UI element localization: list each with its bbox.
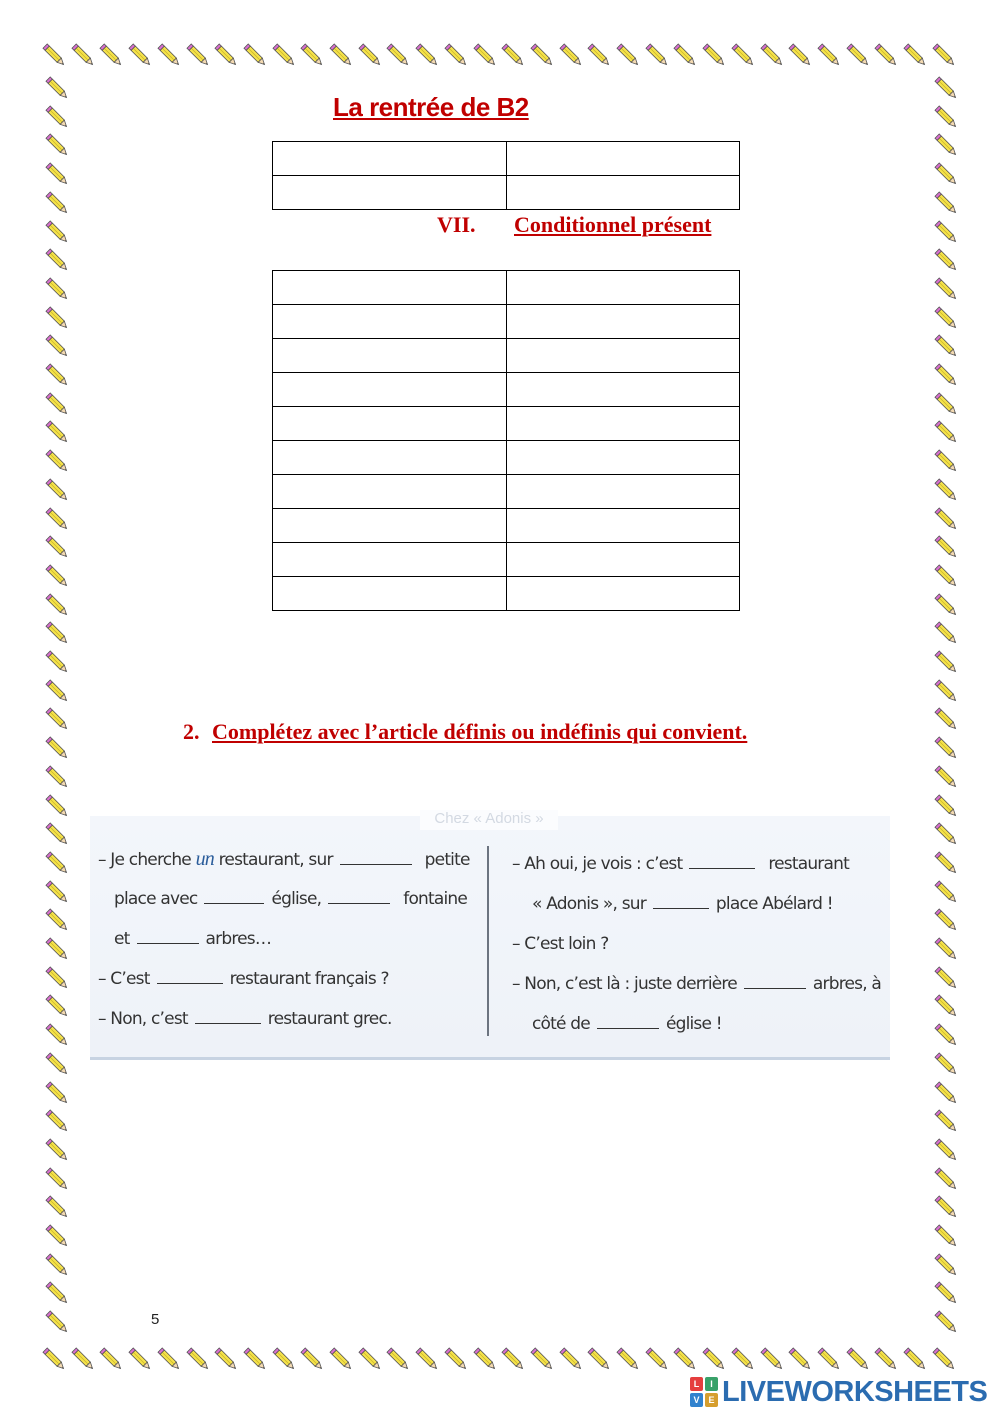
- pencil-icon: [932, 332, 962, 362]
- pencil-icon: [844, 1345, 874, 1375]
- pencil-icon: [43, 1165, 73, 1195]
- pencil-icon: [43, 218, 73, 248]
- table-cell[interactable]: [273, 142, 507, 176]
- pencil-icon: [442, 1345, 472, 1375]
- pencil-icon: [557, 41, 587, 71]
- pencil-icon: [932, 1222, 962, 1252]
- pencil-icon: [901, 1345, 931, 1375]
- page-number: 5: [151, 1311, 160, 1328]
- pencil-icon: [43, 246, 73, 276]
- pencil-icon: [43, 476, 73, 506]
- pencil-icon: [844, 41, 874, 71]
- pencil-icon: [786, 1345, 816, 1375]
- table-cell[interactable]: [273, 339, 507, 373]
- pencil-icon: [413, 1345, 443, 1375]
- left-line-5: – Non, c’est restaurant grec.: [98, 1009, 392, 1029]
- pencil-icon: [69, 1345, 99, 1375]
- pencil-icon: [932, 763, 962, 793]
- table-cell[interactable]: [506, 176, 740, 210]
- pencil-icon: [43, 74, 73, 104]
- table-cell[interactable]: [506, 509, 740, 543]
- pencil-icon: [43, 361, 73, 391]
- table-cell[interactable]: [506, 373, 740, 407]
- pencil-icon: [932, 1050, 962, 1080]
- pencil-icon: [932, 533, 962, 563]
- pencil-icon: [155, 41, 185, 71]
- answer-blank[interactable]: [328, 889, 390, 904]
- section-heading: [437, 212, 711, 238]
- answer-blank[interactable]: [137, 929, 199, 944]
- pencil-icon: [69, 41, 99, 71]
- table-cell[interactable]: [273, 305, 507, 339]
- pencil-icon: [298, 41, 328, 71]
- pencil-icon: [43, 131, 73, 161]
- pencil-icon: [43, 1279, 73, 1309]
- pencil-icon: [932, 418, 962, 448]
- table-row: [273, 373, 740, 407]
- answer-blank[interactable]: [689, 854, 755, 869]
- pencil-icon: [43, 1222, 73, 1252]
- pencil-icon: [241, 1345, 271, 1375]
- pencil-icon: [327, 41, 357, 71]
- table-cell[interactable]: [273, 577, 507, 611]
- pencil-icon: [43, 447, 73, 477]
- pencil-icon: [932, 648, 962, 678]
- pencil-icon: [126, 1345, 156, 1375]
- pencil-icon: [298, 1345, 328, 1375]
- right-line-5: côté de église !: [532, 1014, 722, 1034]
- pencil-icon: [932, 964, 962, 994]
- answer-blank[interactable]: [340, 850, 412, 865]
- table-cell[interactable]: [506, 577, 740, 611]
- section-number: VII.: [437, 212, 476, 237]
- left-line-2: place avec église, fontaine: [114, 889, 468, 909]
- pencil-icon: [872, 1345, 902, 1375]
- table-cell[interactable]: [506, 475, 740, 509]
- pencil-icon: [758, 1345, 788, 1375]
- pencil-icon: [932, 1079, 962, 1109]
- table-row: [273, 475, 740, 509]
- pencil-icon: [212, 1345, 242, 1375]
- pencil-icon: [43, 160, 73, 190]
- left-line-3: et arbres…: [114, 929, 272, 949]
- answer-blank[interactable]: [744, 974, 806, 989]
- right-line-3: – C’est loin ?: [512, 934, 609, 954]
- pencil-icon: [43, 1079, 73, 1109]
- table-cell[interactable]: [273, 176, 507, 210]
- pencil-icon: [932, 619, 962, 649]
- pencil-icon: [528, 1345, 558, 1375]
- pencil-icon: [43, 562, 73, 592]
- table-cell[interactable]: [273, 407, 507, 441]
- pencil-icon: [932, 476, 962, 506]
- table-cell[interactable]: [273, 271, 507, 305]
- right-line-1: – Ah oui, je vois : c’est restaurant: [512, 854, 849, 874]
- table-cell[interactable]: [273, 509, 507, 543]
- pencil-icon: [442, 41, 472, 71]
- pencil-icon: [932, 218, 962, 248]
- pencil-icon: [932, 447, 962, 477]
- table-row: [273, 543, 740, 577]
- pencil-icon: [471, 1345, 501, 1375]
- pencil-icon: [932, 361, 962, 391]
- table-cell[interactable]: [273, 475, 507, 509]
- question-2: [183, 717, 763, 747]
- pencil-icon: [932, 131, 962, 161]
- pencil-icon: [932, 935, 962, 965]
- pencil-icon: [43, 1050, 73, 1080]
- pencil-icon: [413, 41, 443, 71]
- pencil-icon: [356, 41, 386, 71]
- pencil-icon: [786, 41, 816, 71]
- pencil-icon: [43, 992, 73, 1022]
- table-cell[interactable]: [273, 441, 507, 475]
- pencil-icon: [43, 906, 73, 936]
- pencil-icon: [643, 1345, 673, 1375]
- pencil-icon: [184, 1345, 214, 1375]
- pencil-icon: [614, 41, 644, 71]
- right-line-2: « Adonis », sur place Abélard !: [532, 894, 833, 914]
- pencil-icon: [671, 41, 701, 71]
- pencil-icon: [212, 41, 242, 71]
- pencil-icon: [43, 275, 73, 305]
- pencil-icon: [932, 304, 962, 334]
- pencil-icon: [671, 1345, 701, 1375]
- pencil-icon: [43, 304, 73, 334]
- pencil-icon: [126, 41, 156, 71]
- logo-mark-icon: L I V E: [690, 1377, 718, 1407]
- pencil-icon: [872, 41, 902, 71]
- pencil-icon: [932, 820, 962, 850]
- pencil-icon: [43, 1021, 73, 1051]
- answer-blank[interactable]: [597, 1014, 659, 1029]
- table-row: [273, 176, 740, 210]
- answer-blank[interactable]: [204, 889, 264, 904]
- pencil-icon: [471, 41, 501, 71]
- pencil-icon: [327, 1345, 357, 1375]
- brand-name: LIVEWORKSHEETS: [722, 1375, 988, 1408]
- pencil-icon: [932, 992, 962, 1022]
- table-cell[interactable]: [273, 373, 507, 407]
- section-title: Conditionnel présent: [514, 212, 712, 237]
- pencil-icon: [43, 849, 73, 879]
- pencil-icon: [932, 1136, 962, 1166]
- pencil-icon: [97, 1345, 127, 1375]
- pencil-icon: [932, 849, 962, 879]
- pencil-icon: [700, 1345, 730, 1375]
- pencil-icon: [932, 906, 962, 936]
- pencil-icon: [932, 792, 962, 822]
- answer-blank[interactable]: [653, 894, 709, 909]
- pencil-icon: [241, 41, 271, 71]
- answer-blank[interactable]: [195, 1009, 261, 1024]
- example-answer: un: [195, 848, 214, 870]
- pencil-icon: [932, 103, 962, 133]
- exercise-bottom-border: [90, 1057, 890, 1060]
- pencil-icon: [384, 1345, 414, 1375]
- table-row: [273, 509, 740, 543]
- column-divider: [487, 846, 489, 1036]
- table-cell[interactable]: [506, 271, 740, 305]
- table-cell[interactable]: [506, 305, 740, 339]
- right-line-4: – Non, c’est là : juste derrière arbres, à: [512, 974, 882, 994]
- pencil-icon: [932, 591, 962, 621]
- pencil-icon: [43, 964, 73, 994]
- pencil-icon: [356, 1345, 386, 1375]
- pencil-border-left: [40, 74, 76, 1342]
- pencil-icon: [43, 935, 73, 965]
- pencil-icon: [585, 1345, 615, 1375]
- pencil-border-top: [40, 38, 965, 74]
- pencil-icon: [932, 1107, 962, 1137]
- pencil-icon: [932, 734, 962, 764]
- pencil-icon: [932, 275, 962, 305]
- pencil-icon: [758, 41, 788, 71]
- pencil-icon: [43, 1136, 73, 1166]
- table-cell[interactable]: [506, 142, 740, 176]
- table-row: [273, 339, 740, 373]
- pencil-icon: [930, 41, 960, 71]
- pencil-icon: [932, 160, 962, 190]
- pencil-icon: [43, 677, 73, 707]
- pencil-icon: [932, 1193, 962, 1223]
- pencil-icon: [932, 505, 962, 535]
- pencil-icon: [932, 74, 962, 104]
- pencil-icon: [43, 591, 73, 621]
- table-cell[interactable]: [506, 339, 740, 373]
- table-row: [273, 441, 740, 475]
- answer-blank[interactable]: [157, 969, 223, 984]
- table-cell[interactable]: [506, 441, 740, 475]
- pencil-icon: [43, 878, 73, 908]
- pencil-icon: [930, 1345, 960, 1375]
- pencil-icon: [700, 41, 730, 71]
- pencil-icon: [815, 1345, 845, 1375]
- pencil-icon: [528, 41, 558, 71]
- question-number: 2.: [183, 719, 200, 744]
- pencil-icon: [932, 677, 962, 707]
- pencil-icon: [43, 705, 73, 735]
- left-line-4: – C’est restaurant français ?: [98, 969, 389, 989]
- pencil-icon: [43, 103, 73, 133]
- table-row: [273, 305, 740, 339]
- pencil-icon: [932, 246, 962, 276]
- pencil-icon: [932, 1251, 962, 1281]
- table-cell[interactable]: [506, 407, 740, 441]
- pencil-icon: [43, 418, 73, 448]
- pencil-icon: [43, 1193, 73, 1223]
- pencil-icon: [43, 734, 73, 764]
- pencil-icon: [901, 41, 931, 71]
- pencil-icon: [932, 1279, 962, 1309]
- table-row: [273, 142, 740, 176]
- pencil-icon: [614, 1345, 644, 1375]
- pencil-icon: [43, 505, 73, 535]
- pencil-icon: [643, 41, 673, 71]
- question-text: Complétez avec l’article définis ou indéfinis qui convient.: [212, 719, 748, 744]
- pencil-icon: [932, 562, 962, 592]
- page-title: La rentrée de B2: [333, 92, 529, 122]
- pencil-icon: [43, 792, 73, 822]
- pencil-icon: [43, 1251, 73, 1281]
- pencil-icon: [40, 1345, 70, 1375]
- pencil-icon: [499, 41, 529, 71]
- pencil-icon: [43, 533, 73, 563]
- pencil-icon: [729, 1345, 759, 1375]
- pencil-icon: [932, 390, 962, 420]
- table-row: [273, 407, 740, 441]
- exercise-faded-title: Chez « Adonis »: [420, 810, 558, 830]
- pencil-icon: [43, 1308, 73, 1338]
- pencil-icon: [43, 332, 73, 362]
- pencil-icon: [499, 1345, 529, 1375]
- pencil-icon: [270, 1345, 300, 1375]
- pencil-icon: [932, 1308, 962, 1338]
- top-table: [272, 141, 740, 210]
- pencil-icon: [155, 1345, 185, 1375]
- pencil-icon: [43, 763, 73, 793]
- pencil-icon: [43, 1107, 73, 1137]
- pencil-icon: [932, 705, 962, 735]
- pencil-icon: [43, 820, 73, 850]
- pencil-icon: [40, 41, 70, 71]
- pencil-icon: [43, 619, 73, 649]
- pencil-icon: [43, 390, 73, 420]
- pencil-icon: [585, 41, 615, 71]
- left-line-1: – Je cherche un restaurant, sur petite: [98, 848, 470, 870]
- pencil-icon: [184, 41, 214, 71]
- table-row: [273, 271, 740, 305]
- pencil-icon: [557, 1345, 587, 1375]
- conditionnel-table: [272, 270, 740, 611]
- table-cell[interactable]: [273, 543, 507, 577]
- pencil-border-bottom: [40, 1342, 965, 1378]
- pencil-icon: [932, 189, 962, 219]
- pencil-icon: [384, 41, 414, 71]
- pencil-icon: [729, 41, 759, 71]
- pencil-icon: [815, 41, 845, 71]
- pencil-icon: [43, 189, 73, 219]
- pencil-icon: [43, 648, 73, 678]
- pencil-icon: [270, 41, 300, 71]
- table-cell[interactable]: [506, 543, 740, 577]
- pencil-border-right: [929, 74, 965, 1342]
- pencil-icon: [932, 878, 962, 908]
- pencil-icon: [932, 1165, 962, 1195]
- liveworksheets-logo[interactable]: [690, 1374, 987, 1410]
- exercise-image: [90, 810, 890, 1060]
- pencil-icon: [932, 1021, 962, 1051]
- pencil-icon: [97, 41, 127, 71]
- table-row: [273, 577, 740, 611]
